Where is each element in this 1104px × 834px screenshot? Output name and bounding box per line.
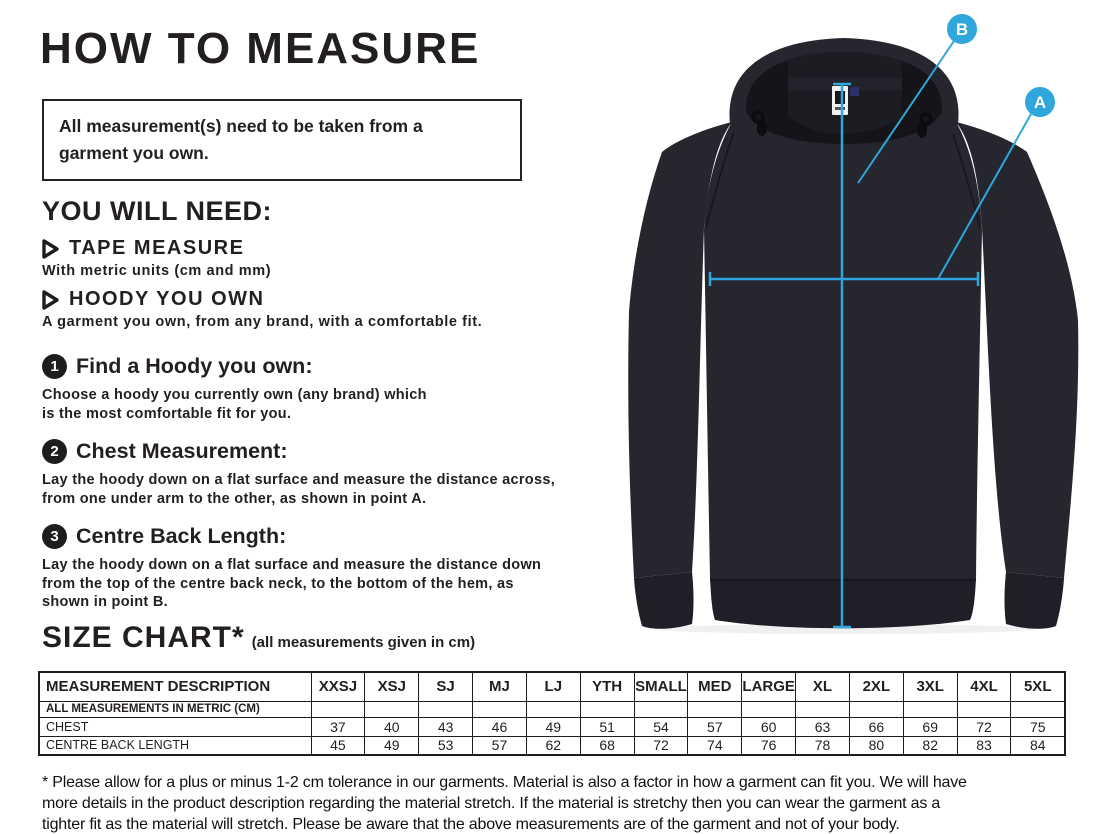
size-chart-heading [42,621,475,655]
cbl-value: 84 [1011,736,1065,755]
chest-value: 49 [526,717,580,736]
measurement-note-box [42,99,522,181]
column-header-size: SJ [419,672,473,701]
column-header-size: 3XL [903,672,957,701]
you-will-need-list [42,237,482,339]
column-header-description: MEASUREMENT DESCRIPTION [39,672,311,701]
cbl-value: 76 [742,736,796,755]
step-2 [42,439,555,508]
step-2-text: Lay the hoody down on a flat surface and measure the distance across, [42,472,556,488]
column-header-size: XL [796,672,850,701]
empty-cell [1011,701,1065,717]
column-header-size: XSJ [365,672,419,701]
step-1-text: Choose a hoody you currently own (any brand) which [42,387,427,403]
size-chart-table [38,671,1066,756]
cbl-value: 78 [796,736,850,755]
table-metric-note-row [39,701,1065,717]
point-a-marker [1025,87,1055,117]
chest-value: 66 [849,717,903,736]
footnote-line: more details in the product description regarding the material stretch. If the material is stretchy then you can wear the garment as a [42,795,941,812]
table-row-centre-back-length [39,736,1065,755]
cbl-value: 45 [311,736,365,755]
chest-value: 75 [1011,717,1065,736]
cbl-value: 62 [526,736,580,755]
empty-cell [419,701,473,717]
empty-cell [796,701,850,717]
chest-value: 40 [365,717,419,736]
column-header-size: MJ [473,672,527,701]
size-chart-table-wrap [38,671,1066,756]
column-header-size: LJ [526,672,580,701]
hoody-measurement-diagram [620,0,1104,634]
note-line: garment you own. [59,143,209,163]
empty-cell [957,701,1011,717]
svg-text:A: A [1033,93,1047,112]
triangle-bullet-icon [42,239,59,259]
chest-value: 60 [742,717,796,736]
need-item-description: A garment you own, from any brand, with a comfortable fit. [42,314,483,330]
step-1-heading: Find a Hoody you own: [76,354,313,378]
column-header-size: YTH [580,672,634,701]
step-3-text: Lay the hoody down on a flat surface and measure the distance down [42,557,542,573]
table-header-row [39,672,1065,701]
empty-cell [473,701,527,717]
cbl-value: 49 [365,736,419,755]
cbl-value: 74 [688,736,742,755]
triangle-bullet-icon [42,290,59,310]
step-2-number-badge: 2 [42,439,67,464]
empty-cell [634,701,688,717]
column-header-size: XXSJ [311,672,365,701]
size-chart-title: SIZE CHART* [42,621,245,654]
column-header-size: MED [688,672,742,701]
row-label: CHEST [39,717,311,736]
step-2-text: from one under arm to the other, as shown in point A. [42,490,427,507]
point-b-marker [947,14,977,44]
need-item-tape-measure [42,237,482,279]
need-item-description: With metric units (cm and mm) [42,263,272,279]
need-item-title: HOODY YOU OWN [69,288,265,310]
empty-cell [311,701,365,717]
cbl-value: 57 [473,736,527,755]
column-header-size: SMALL [634,672,688,701]
metric-note-cell: ALL MEASUREMENTS IN METRIC (CM) [39,701,311,717]
step-1-text: is the most comfortable fit for you. [42,405,292,422]
note-line: All measurement(s) need to be taken from a [59,116,423,136]
chest-value: 51 [580,717,634,736]
empty-cell [580,701,634,717]
empty-cell [742,701,796,717]
chest-value: 43 [419,717,473,736]
table-row-chest [39,717,1065,736]
cbl-value: 82 [903,736,957,755]
need-item-title: TAPE MEASURE [69,237,245,259]
empty-cell [849,701,903,717]
step-3 [42,524,555,612]
need-item-hoody [42,288,482,330]
cbl-value: 80 [849,736,903,755]
column-header-size: 4XL [957,672,1011,701]
empty-cell [688,701,742,717]
chest-value: 57 [688,717,742,736]
step-1 [42,354,555,423]
chest-value: 46 [473,717,527,736]
cbl-value: 72 [634,736,688,755]
size-chart-subtitle: (all measurements given in cm) [251,634,476,651]
footnote-line: tighter fit as the material will stretch. Please be aware that the above measurements are of the garment and not of your body. [42,816,900,833]
chest-value: 69 [903,717,957,736]
chest-value: 72 [957,717,1011,736]
empty-cell [903,701,957,717]
cbl-value: 68 [580,736,634,755]
column-header-size: 2XL [849,672,903,701]
empty-cell [365,701,419,717]
step-3-text: shown in point B. [42,594,168,610]
empty-cell [526,701,580,717]
footnote-line: * Please allow for a plus or minus 1-2 cm tolerance in our garments. Material is also a factor in how a garment can fit you. We will have [42,774,967,791]
cbl-value: 83 [957,736,1011,755]
instruction-steps [42,354,555,628]
step-3-heading: Centre Back Length: [76,524,287,548]
you-will-need-heading: YOU WILL NEED: [42,196,273,226]
step-2-heading: Chest Measurement: [76,439,288,463]
chest-value: 37 [311,717,365,736]
step-3-number-badge: 3 [42,524,67,549]
row-label: CENTRE BACK LENGTH [39,736,311,755]
column-header-size: 5XL [1011,672,1065,701]
step-3-text: from the top of the centre back neck, to the bottom of the hem, as [42,575,514,592]
cbl-value: 53 [419,736,473,755]
column-header-size: LARGE [742,672,796,701]
svg-text:B: B [955,20,969,39]
chest-value: 63 [796,717,850,736]
step-1-number-badge: 1 [42,354,67,379]
chest-value: 54 [634,717,688,736]
page-title: HOW TO MEASURE [40,24,481,73]
hoody-image [628,38,1078,629]
tolerance-footnote [42,772,967,834]
